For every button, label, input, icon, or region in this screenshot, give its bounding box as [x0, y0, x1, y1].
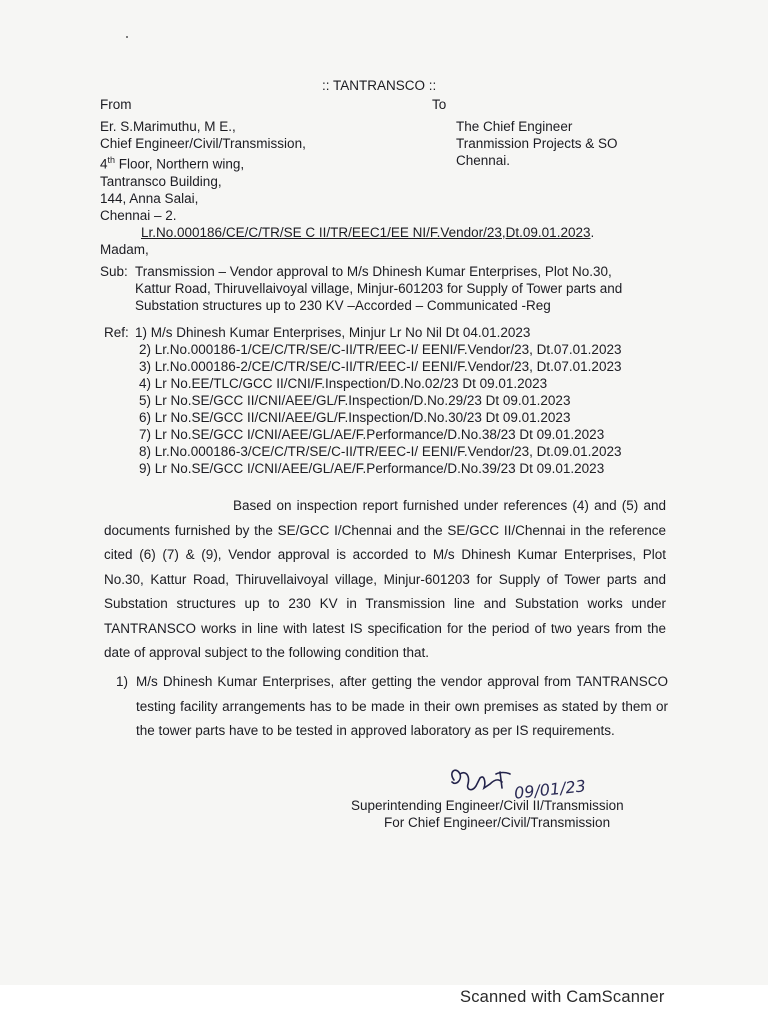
reference-list	[135, 324, 530, 341]
condition-text: M/s Dhinesh Kumar Enterprises, after getting the vendor approval from TANTRANSCO testing facility arrangements has to be made in their own premises as stated by them or the tower parts have to be tested in approved laboratory as per IS requirements.	[136, 674, 668, 738]
signatory-subtitle: For Chief Engineer/Civil/Transmission	[384, 815, 611, 830]
subject-line: Transmission – Vendor approval to M/s Dhinesh Kumar Enterprises, Plot No.30,	[135, 264, 612, 279]
reference-item: 4) Lr No.EE/TLC/GCC II/CNI/F.Inspection/D.No.02/23 Dt 09.01.2023	[139, 376, 548, 391]
subject-line: Kattur Road, Thiruvellaivoyal village, Minjur-601203 for Supply of Tower parts and	[135, 281, 623, 296]
from-line: Chennai – 2.	[100, 207, 177, 223]
to-address	[456, 118, 618, 169]
reference-list-continued	[139, 341, 621, 477]
camscanner-watermark: Scanned with CamScanner	[460, 988, 665, 1006]
reference-item: 9) Lr No.SE/GCC I/CNI/AEE/GL/AE/F.Performance/D.No.39/23 Dt 09.01.2023	[139, 461, 605, 476]
letter-header: :: TANTRANSCO ::	[322, 78, 437, 93]
reference-item: 2) Lr.No.000186-1/CE/C/TR/SE/C-II/TR/EEC-I/ EENI/F.Vendor/23, Dt.07.01.2023	[139, 342, 622, 357]
salutation: Madam,	[100, 242, 149, 257]
from-line: Er. S.Marimuthu, M E.,	[100, 119, 236, 134]
from-line: Chief Engineer/Civil/Transmission,	[100, 136, 306, 151]
reference-item: 7) Lr No.SE/GCC I/CNI/AEE/GL/AE/F.Performance/D.No.38/23 Dt 09.01.2023	[139, 427, 605, 442]
reference-item: 3) Lr.No.000186-2/CE/C/TR/SE/C-II/TR/EEC-I/ EENI/F.Vendor/23, Dt.07.01.2023	[139, 359, 622, 374]
reference-item: 6) Lr No.SE/GCC II/CNI/AEE/GL/F.Inspection/D.No.30/23 Dt 09.01.2023	[139, 410, 571, 425]
subject-text	[135, 263, 622, 314]
to-line: The Chief Engineer	[456, 119, 573, 134]
reference-item: 1) M/s Dhinesh Kumar Enterprises, Minjur Lr No Nil Dt 04.01.2023	[135, 325, 531, 340]
condition-item	[116, 670, 668, 744]
body-paragraph: Based on inspection report furnished under references (4) and (5) and documents furnished by the SE/GCC I/Chennai and the SE/GCC II/Chennai in the reference cited (6) (7) & (9), Vendor approval is accorded to M/s Dhinesh Kumar Enterprises, Plot No.30, Kattur Road, Thiruvellaivoyal village, Minjur-601203 for Supply of Tower parts and Substation structures up to 230 KV in Transmission line and Substation works under TANTRANSCO works in line with latest IS specification for the period of two years from the date of approval subject to the following condition that.	[104, 498, 666, 660]
ref-label: Ref:	[104, 325, 129, 340]
from-line: Tantransco Building,	[100, 173, 222, 189]
from-line: 144, Anna Salai,	[100, 190, 199, 206]
reference-number: Lr.No.000186/CE/C/TR/SE C II/TR/EEC1/EE NI/F.Vendor/23,Dt.09.01.2023	[141, 225, 591, 240]
subject-label: Sub:	[100, 264, 128, 279]
signatory-block	[351, 797, 624, 831]
scan-speck	[126, 36, 128, 38]
to-label: To	[432, 97, 447, 112]
from-address	[100, 118, 306, 224]
from-label: From	[100, 97, 132, 112]
signature-date: 09/01/23	[513, 776, 587, 803]
condition-number: 1)	[116, 674, 129, 689]
reference-number-line: Lr.No.000186/CE/C/TR/SE C II/TR/EEC1/EE NI/F.Vendor/23,Dt.09.01.2023.	[141, 225, 595, 240]
to-line: Tranmission Projects & SO	[456, 136, 618, 151]
subject-line: Substation structures up to 230 KV –Accorded – Communicated -Reg	[135, 298, 551, 313]
from-line-floor: 4th Floor, Northern wing,	[100, 155, 245, 172]
reference-item: 8) Lr.No.000186-3/CE/C/TR/SE/C-II/TR/EEC-I/ EENI/F.Vendor/23, Dt.09.01.2023	[139, 444, 622, 459]
reference-item: 5) Lr No.SE/GCC II/CNI/AEE/GL/F.Inspection/D.No.29/23 Dt 09.01.2023	[139, 393, 571, 408]
to-line: Chennai.	[456, 153, 511, 168]
signatory-title: Superintending Engineer/Civil II/Transmission	[351, 798, 624, 813]
